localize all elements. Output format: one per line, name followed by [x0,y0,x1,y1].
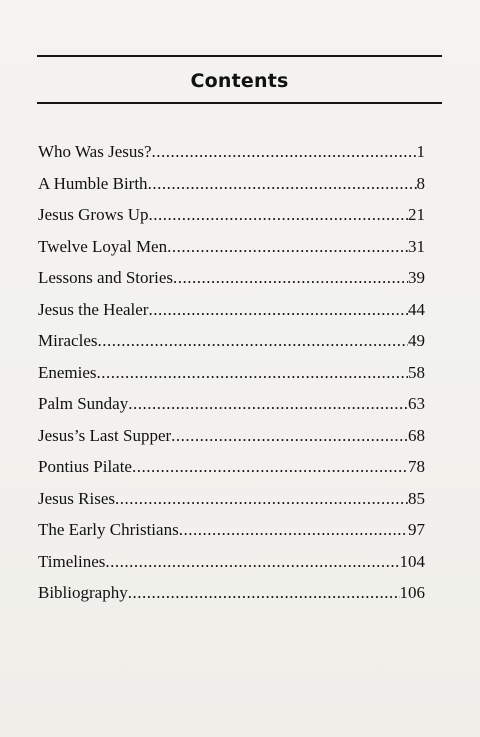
toc-leader-dots [148,294,408,326]
toc-entry-page: 1 [416,142,425,161]
toc-entry[interactable] [38,546,425,578]
toc-leader-dots [128,388,408,420]
toc-entry[interactable] [38,325,425,357]
toc-entry[interactable] [38,136,425,168]
toc-entry-title: Who Was Jesus? [38,142,152,161]
toc-entry-title: Jesus Rises [38,488,115,508]
toc-leader-dots [167,231,408,263]
toc-entry[interactable] [38,231,425,263]
toc-entry[interactable] [38,294,425,326]
toc-leader-dots [105,546,399,578]
table-of-contents [38,136,425,609]
page-title: Contents [190,70,289,92]
toc-entry-page: 31 [408,236,425,256]
toc-entry-page: 39 [408,268,425,287]
toc-leader-dots [128,577,400,609]
toc-leader-dots [171,420,408,452]
toc-entry-title: Twelve Loyal Men [38,236,168,256]
toc-entry-title: The Early Christians [38,520,179,539]
toc-entry[interactable] [38,451,425,483]
toc-entry-page: 21 [408,205,425,224]
toc-entry-page: 97 [408,520,425,539]
toc-entry-page: 49 [408,331,425,350]
toc-entry-page: 104 [399,551,425,571]
toc-leader-dots [173,262,408,294]
toc-entry[interactable] [38,514,425,546]
toc-entry-page: 106 [399,583,425,602]
toc-entry-title: Jesus the Healer [38,299,149,319]
toc-leader-dots [115,483,408,515]
toc-entry-page: 58 [408,362,425,382]
toc-entry-page: 68 [408,425,425,445]
toc-leader-dots [179,514,408,546]
toc-entry-title: Pontius Pilate [38,457,132,476]
toc-entry[interactable] [38,388,425,420]
toc-entry-title: Palm Sunday [38,394,129,413]
toc-entry[interactable] [38,357,425,389]
toc-entry-title: Bibliography [38,583,128,602]
toc-leader-dots [148,168,417,200]
toc-entry-title: Jesus Grows Up [38,205,149,224]
toc-entry-page: 78 [408,457,425,476]
toc-entry[interactable] [38,420,425,452]
toc-leader-dots [132,451,408,483]
toc-leader-dots [97,325,408,357]
toc-leader-dots [149,199,409,231]
toc-entry-title: Timelines [38,551,106,571]
toc-entry-title: Lessons and Stories [38,268,174,287]
toc-entry-title: Miracles [38,331,98,350]
toc-entry-page: 85 [408,488,425,508]
toc-entry[interactable] [38,577,425,609]
toc-leader-dots [97,357,408,389]
bottom-rule [37,102,442,104]
toc-entry-page: 44 [408,299,425,319]
toc-entry[interactable] [38,483,425,515]
toc-entry-page: 63 [408,394,425,413]
toc-entry-title: Enemies [38,362,97,382]
toc-entry-title: Jesus’s Last Supper [38,425,172,445]
toc-entry-title: A Humble Birth [38,173,148,193]
top-rule [37,55,442,57]
toc-leader-dots [152,136,417,168]
toc-entry[interactable] [38,262,425,294]
toc-entry-page: 8 [416,173,425,193]
toc-entry[interactable] [38,199,425,231]
toc-entry[interactable] [38,168,425,200]
